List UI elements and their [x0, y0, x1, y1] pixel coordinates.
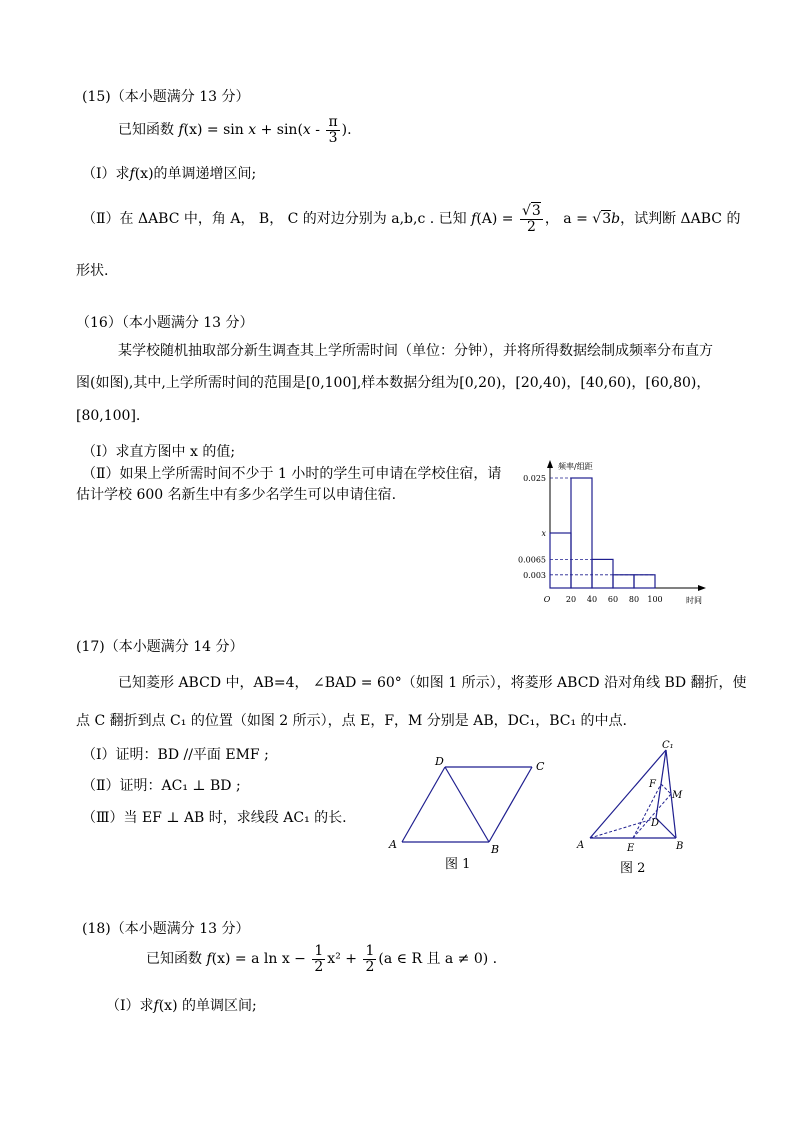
- q18-plus: +: [340, 951, 357, 968]
- q18-frac1: [312, 944, 325, 974]
- q17-line1: 已知菱形 ABCD 中，AB=4， ∠BAD = 60°（如图 1 所示），将菱形 ABCD 沿对角线 BD 翻折，使: [118, 675, 747, 691]
- q17-part2: （Ⅱ）证明：AC₁ ⊥ BD ;: [82, 778, 241, 794]
- q15-part2-b: b: [611, 211, 621, 228]
- q17-line2: 点 C 翻折到点 C₁ 的位置（如图 2 所示），点 E，F，M 分别是 AB，DC₁，BC₁ 的中点.: [76, 713, 627, 729]
- hist-bar: [634, 575, 655, 588]
- y-tick-label: 0.003: [523, 570, 546, 580]
- fig2-label-B: B: [676, 841, 684, 852]
- edge-CB: [489, 767, 532, 842]
- q18-part1-f: f: [153, 998, 159, 1014]
- q15-part2-end: ，试判断 ΔABC 的: [620, 211, 741, 228]
- q15-part1-text: （Ⅰ）求: [82, 166, 130, 182]
- q15-close: ).: [341, 122, 352, 139]
- q18-frac2-num: 1: [365, 943, 375, 959]
- x-tick-label: 80: [628, 595, 640, 604]
- q15-part1-x: (x): [134, 166, 154, 182]
- fig2-label-M: M: [672, 790, 683, 801]
- fig2-label-E: E: [627, 843, 635, 854]
- edge-AD-hidden: [590, 818, 656, 838]
- q15-part2-f: f: [471, 211, 477, 228]
- fig1-label-C: C: [536, 760, 545, 773]
- q18-f: f: [206, 951, 212, 968]
- x-tick-label: 60: [607, 595, 619, 604]
- q15-part2-A: (A) =: [476, 211, 514, 228]
- q15-part2-line2: 形状.: [76, 263, 109, 279]
- q15-f: f: [178, 122, 184, 139]
- q18-part1: [106, 995, 257, 1015]
- fig1-label-D: D: [435, 755, 444, 768]
- x-axis-arrow: [698, 585, 706, 591]
- q15-intro: 已知函数: [118, 122, 174, 139]
- q16-line2: 图(如图),其中,上学所需时间的范围是[0,100],样本数据分组为[0,20)，[20,40)，[40,60)，[60,80)，: [76, 375, 711, 391]
- q15-frac2-den: 2: [526, 218, 536, 235]
- q18-frac2: [363, 944, 376, 974]
- q18-stem: [146, 944, 497, 974]
- q16-part2-line2: 估计学校 600 名新生中有多少名学生可以申请住宿.: [76, 487, 397, 503]
- q16-line3: [80,100].: [76, 408, 141, 424]
- q15-part1-tail: 的单调递增区间;: [153, 166, 257, 182]
- q16-header: （16）（本小题满分 13 分）: [76, 315, 254, 331]
- hist-bar: [613, 575, 634, 588]
- q18-x2: x²: [327, 951, 341, 968]
- q15-frac2-num: √3: [521, 203, 541, 219]
- q17-header: (17)（本小题满分 14 分）: [76, 639, 244, 655]
- fig1-caption: 图 1: [445, 857, 471, 872]
- hist-bar: [571, 478, 592, 588]
- q16-part1: （Ⅰ）求直方图中 x 的值;: [82, 444, 236, 460]
- q18-frac2-den: 2: [365, 958, 375, 975]
- q17-part1: （Ⅰ）证明：BD //平面 EMF ;: [82, 747, 269, 763]
- q18-intro: 已知函数: [146, 951, 202, 968]
- q18-cond: (a ∈ R 且 a ≠ 0) .: [378, 951, 498, 968]
- q15-part1-f: f: [129, 166, 135, 182]
- y-axis-arrow: [547, 460, 553, 468]
- q15-part2-cond: ， a =: [544, 211, 593, 228]
- frequency-histogram: [510, 456, 720, 608]
- x-tick-label: 20: [565, 595, 577, 604]
- q15-part2-sqrt3: 3: [602, 211, 612, 228]
- q17-part3: （Ⅲ）当 EF ⊥ AB 时，求线段 AC₁ 的长.: [82, 810, 347, 826]
- q18-frac1-den: 2: [314, 958, 324, 975]
- hist-bar: [592, 559, 613, 588]
- x-tick-label: 100: [647, 595, 663, 604]
- q15-stem: [118, 115, 352, 145]
- q15-frac-den: 3: [328, 129, 338, 146]
- y-axis-label: 频率/组距: [558, 462, 593, 471]
- q15-fx: (x) = sin: [183, 122, 244, 139]
- y-tick-label: 0.0065: [518, 555, 546, 565]
- q15-frac-sqrt3-2: [520, 204, 543, 234]
- hist-bar: [550, 533, 571, 588]
- q15-x1: x: [248, 122, 257, 139]
- q18-part1-text: （Ⅰ）求: [106, 998, 154, 1014]
- q15-part1: [82, 163, 256, 183]
- q18-frac1-num: 1: [314, 943, 324, 959]
- q15-part2-text: （Ⅱ）在 ΔABC 中，角 A， B， C 的对边分别为 a,b,c . 已知: [82, 211, 467, 228]
- fig2-caption: 图 2: [620, 861, 646, 876]
- y-tick-label: 0.025: [523, 474, 546, 483]
- q15-frac-pi-3: [326, 115, 339, 145]
- edge-DB: [445, 767, 489, 842]
- q15-plus: + sin(: [256, 122, 303, 139]
- fig1-label-B: B: [491, 843, 500, 856]
- fig2-label-D: D: [651, 818, 660, 829]
- q18-eq-a: (x) = a ln x −: [211, 951, 306, 968]
- figure1-rhombus: [385, 752, 555, 877]
- edge-AD: [402, 767, 445, 842]
- figure2-solid-edges: [590, 750, 676, 838]
- fig2-label-A: A: [577, 840, 585, 851]
- figure2-dashed-edges: [590, 784, 671, 838]
- figure1-edges: [402, 767, 532, 842]
- x-axis-label: 时间: [686, 596, 702, 605]
- x-tick-label: 40: [586, 595, 598, 604]
- q15-header: (15)（本小题满分 13 分）: [82, 89, 250, 105]
- q15-frac-num: π: [328, 114, 338, 130]
- fig2-label-C1: C₁: [662, 740, 674, 751]
- q18-part1-tail: (x) 的单调区间;: [158, 998, 257, 1014]
- q15-x2: x: [302, 122, 311, 139]
- q16-part2-line1: （Ⅱ）如果上学所需时间不少于 1 小时的学生可申请在学校住宿，请: [82, 466, 502, 482]
- fig2-label-F: F: [649, 779, 656, 790]
- q15-minus: -: [310, 122, 325, 139]
- q15-part2: （Ⅱ）在 ΔABC 中，角 A， B， C 的对边分别为 a,b,c . 已知 f(A) = $\frac{√3}{2}$ ， a = √3b，试判断 ΔABC 的: [82, 203, 741, 235]
- fig1-label-A: A: [389, 838, 397, 851]
- x-tick-label: O: [543, 595, 551, 604]
- q18-header: (18)（本小题满分 13 分）: [82, 921, 250, 937]
- figure2-tetrahedron: [572, 740, 702, 880]
- q16-line1: 某学校随机抽取部分新生调查其上学所需时间（单位：分钟），并将所得数据绘制成频率分布直方: [118, 343, 713, 359]
- y-tick-label: x: [541, 529, 546, 538]
- q15-sqrt3: 3: [531, 203, 541, 219]
